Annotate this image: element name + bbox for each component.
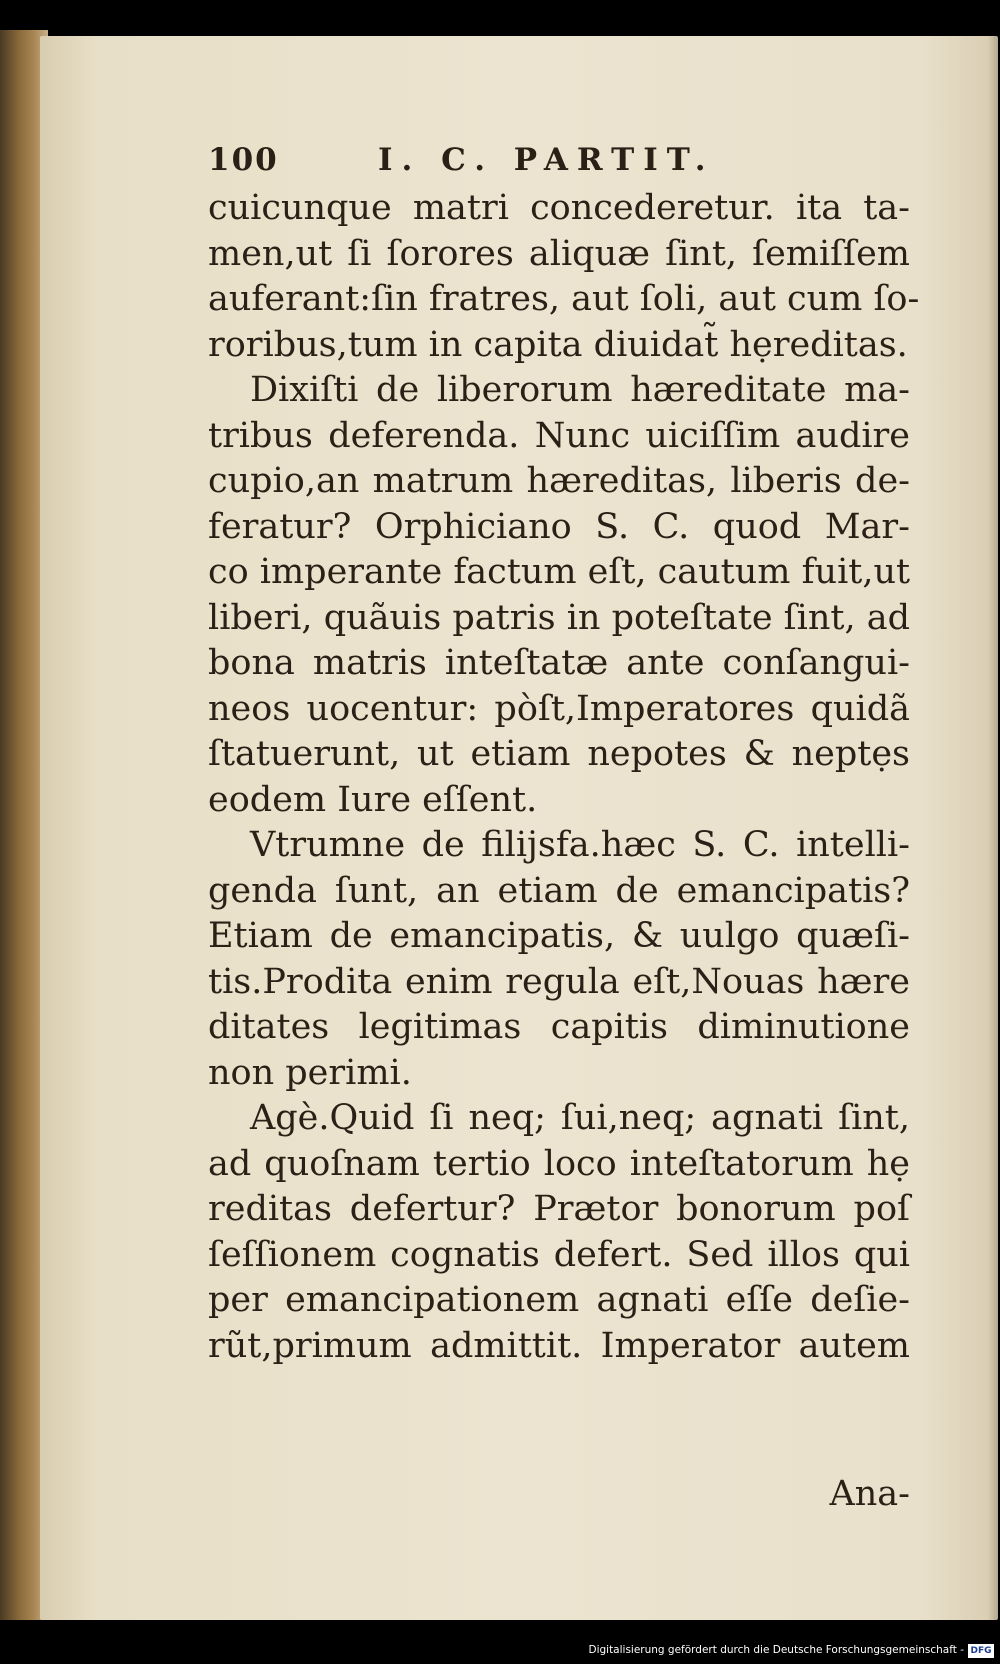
text-line: per emancipationem agnati eſſe deſie-: [208, 1280, 910, 1320]
running-head: [208, 142, 910, 186]
text-line: Agè.Quid ſi neq; ſui,neq; agnati ſint,: [250, 1098, 910, 1138]
text-line: roribus,tum in capita diuidat̃ hẹreditas.: [208, 324, 908, 365]
running-title: I. C. PARTIT.: [378, 142, 715, 178]
text-line: ſeſſionem cognatis defert. Sed illos qui: [208, 1234, 910, 1275]
text-line: tribus deferenda. Nunc uiciſſim audire: [208, 415, 910, 456]
text-line: ſtatuerunt, ut etiam nepotes & neptẹs: [208, 734, 910, 774]
text-line: reditas defertur? Prætor bonorum poſ: [208, 1189, 910, 1229]
text-line: liberi, quãuis patris in poteſtate ſint, ad: [208, 597, 910, 638]
text-line: tis.Prodita enim regula eſt,Nouas hære: [208, 961, 910, 1002]
text-line: feratur? Orphiciano S. C. quod Mar-: [208, 506, 910, 547]
text-line: Dixiſti de liberorum hæreditate ma-: [250, 370, 910, 410]
dfg-logo: DFG: [968, 1644, 994, 1658]
text-line: non perimi.: [208, 1052, 412, 1093]
page-edge-shadow: [988, 36, 998, 1620]
text-line: cuicunque matri concederetur. ita ta-: [208, 188, 910, 228]
text-line: Vtrumne de filijsfa.hæc S. C. intelli-: [250, 825, 910, 865]
text-line: rũt,primum admittit. Imperator autem: [208, 1325, 910, 1366]
text-line: neos uocentur: pòſt,Imperatores quidã: [208, 688, 910, 729]
text-line: genda ſunt, an etiam de emancipatis?: [208, 870, 910, 911]
funding-credit: Digitalisierung gefördert durch die Deutsche Forschungsgemeinschaft -: [588, 1644, 964, 1656]
text-line: cupio,an matrum hæreditas, liberis de-: [208, 461, 910, 501]
text-line: auferant:ſin fratres, aut ſoli, aut cum ſo-: [208, 279, 920, 319]
text-line: ditates legitimas capitis diminutione: [208, 1007, 910, 1047]
footer-bar: [0, 1634, 1000, 1664]
page-number: 100: [208, 142, 279, 178]
catchword: Ana-: [829, 1474, 910, 1514]
text-line: bona matris inteſtatæ ante conſangui-: [208, 643, 910, 683]
text-line: men,ut ſi ſorores aliquæ ſint, ſemiſſem: [208, 233, 910, 274]
text-line: ad quoſnam tertio loco inteſtatorum hẹ: [208, 1143, 910, 1184]
text-line: eodem Iure eſſent.: [208, 779, 538, 820]
text-line: Etiam de emancipatis, & uulgo quæſi-: [208, 916, 910, 956]
text-line: co imperante factum eſt, cautum fuit,ut: [208, 552, 911, 592]
text-block: [208, 142, 920, 1514]
